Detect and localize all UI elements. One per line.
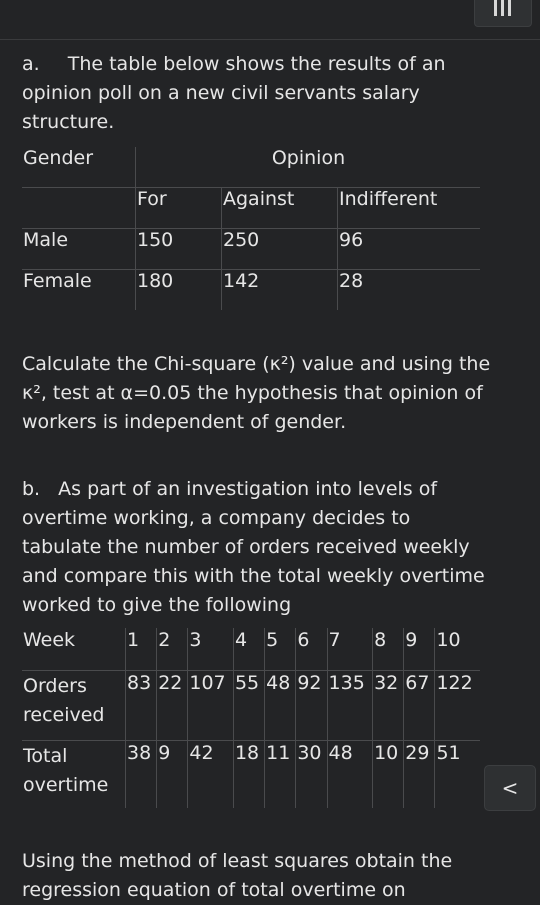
- overtime-cell: 9: [157, 740, 188, 808]
- row-label: Male: [22, 229, 136, 270]
- scroll-button[interactable]: [484, 765, 536, 811]
- table-row: [22, 270, 480, 311]
- part-a-question: Calculate the Chi-square (κ²) value and using the κ², test at α=0.05 the hypothesis that opinion of workers is independent of gender.: [22, 353, 491, 433]
- week-cell: 4: [233, 628, 264, 670]
- table-row: [22, 628, 480, 670]
- orders-label: Orders received: [22, 670, 126, 740]
- overtime-cell: 10: [373, 740, 404, 808]
- week-cell: 1: [126, 628, 157, 670]
- orders-cell: 67: [404, 670, 435, 740]
- empty-cell: [22, 188, 136, 229]
- table-row: [22, 670, 480, 740]
- week-cell: 8: [373, 628, 404, 670]
- overtime-table: [22, 628, 480, 808]
- week-cell: 6: [296, 628, 327, 670]
- overtime-cell: 42: [188, 740, 234, 808]
- overtime-cell: 30: [296, 740, 327, 808]
- overtime-cell: 51: [435, 740, 480, 808]
- week-cell: 5: [265, 628, 296, 670]
- bars-icon-bar: [508, 0, 511, 16]
- overtime-label: Total overtime: [22, 740, 126, 808]
- part-b-intro-text: As part of an investigation into levels of overtime working, a company decides to tabulate the number of orders received weekly and compare this with the total weekly overtime worked to give the following: [22, 478, 485, 616]
- row-label: Female: [22, 270, 136, 311]
- week-cell: 7: [327, 628, 373, 670]
- week-cell: 9: [404, 628, 435, 670]
- bars-icon-bar: [501, 0, 504, 16]
- orders-cell: 122: [435, 670, 480, 740]
- orders-cell: 32: [373, 670, 404, 740]
- opinion-table: [22, 147, 480, 310]
- overtime-cell: 48: [327, 740, 373, 808]
- overtime-cell: 11: [265, 740, 296, 808]
- part-b-intro: [22, 475, 492, 620]
- table-cell: 28: [338, 270, 481, 311]
- orders-cell: 55: [233, 670, 264, 740]
- orders-cell: 107: [188, 670, 234, 740]
- table-row: [22, 229, 480, 270]
- part-b-question: Using the method of least squares obtain the regression equation of total overtime on: [22, 850, 453, 901]
- opinion-header: Opinion: [136, 147, 481, 188]
- orders-cell: 92: [296, 670, 327, 740]
- overtime-cell: 18: [233, 740, 264, 808]
- part-a-label: a.: [22, 53, 40, 75]
- col-indifferent: Indifferent: [338, 188, 481, 229]
- table-cell: 180: [136, 270, 222, 311]
- week-label: Week: [23, 629, 76, 651]
- col-for: For: [136, 188, 222, 229]
- table-cell: 150: [136, 229, 222, 270]
- orders-cell: 135: [327, 670, 373, 740]
- part-a-intro-text: The table below shows the results of an opinion poll on a new civil servants salary structure.: [22, 53, 446, 133]
- part-b-label: b.: [22, 478, 41, 500]
- chevron-left-icon: <: [501, 776, 519, 800]
- week-cell: 3: [188, 628, 234, 670]
- overtime-cell: 29: [404, 740, 435, 808]
- orders-cell: 83: [126, 670, 157, 740]
- overtime-cell: 38: [126, 740, 157, 808]
- orders-cell: 48: [265, 670, 296, 740]
- table-row: [22, 740, 480, 808]
- week-cell: 2: [157, 628, 188, 670]
- bars-icon: [494, 0, 497, 16]
- header-divider: [0, 39, 540, 40]
- gender-header: Gender: [22, 147, 136, 188]
- col-against: Against: [222, 188, 338, 229]
- menu-button[interactable]: [474, 0, 532, 27]
- orders-cell: 22: [157, 670, 188, 740]
- week-cell: 10: [435, 628, 480, 670]
- table-cell: 142: [222, 270, 338, 311]
- table-cell: 96: [338, 229, 481, 270]
- table-cell: 250: [222, 229, 338, 270]
- part-a-intro: [22, 50, 492, 137]
